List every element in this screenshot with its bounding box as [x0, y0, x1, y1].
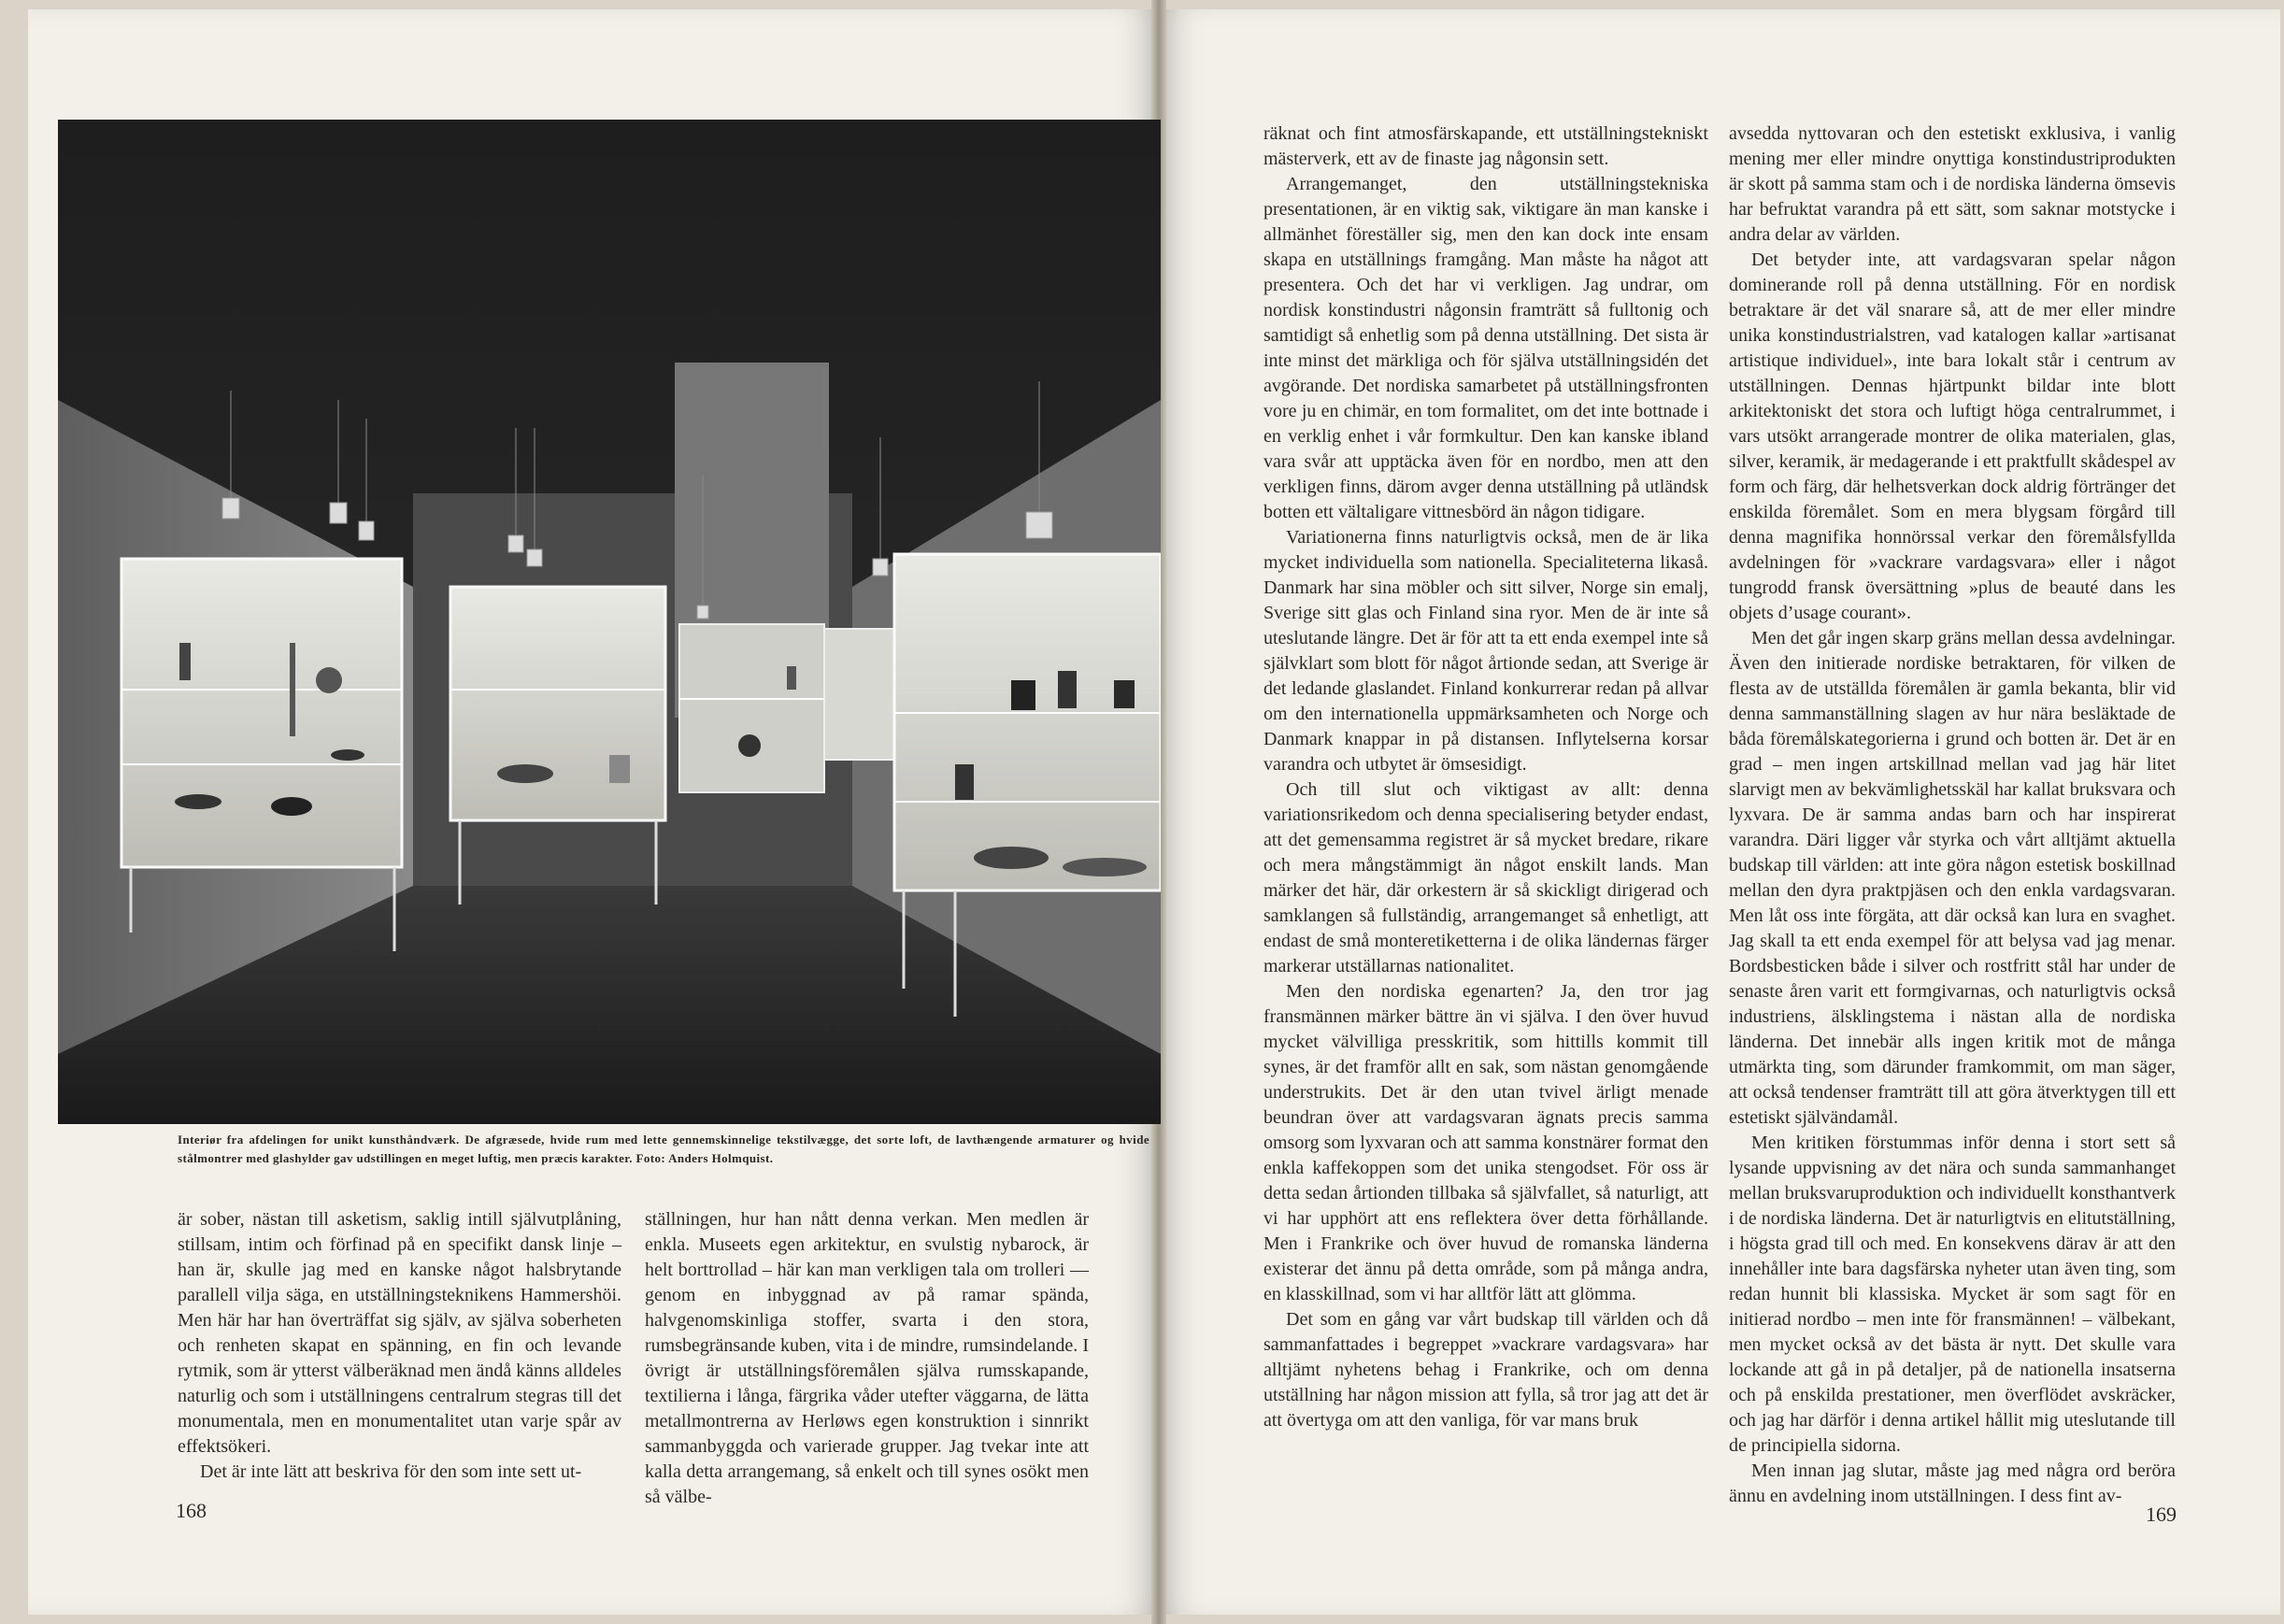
paragraph: Variationerna finns naturligtvis också, men de är lika mycket individuella som nationella. Specialiteterna likaså. Danmark har sina möbler och sitt silver, Norge sin emalj, Sverige sitt glas och Finland sina ryor. Men de är inte så uteslutande längre. Det är för att ta ett enda exempel inte så självklart som blott för något årtionde sedan, att Sverige är det ledande glaslandet. Finland konkurrerar redan på allvar om den internationella uppmärksamheten och Norge och Danmark knappar in på distansen. Inflytelserna korsar varandra och utbytet är ömsesidigt.	[1263, 527, 1708, 775]
paragraph: Och till slut och viktigast av allt: denna variationsrikedom och denna specialisering betyder endast, att det gemensamma registret är så mycket bredare, rikare och mera mångstämmigt än något enskilt lands. Man märker det här, där orkestern är så skickligt dirigerad och samklangen så fullständig, arrangemanget så enhetligt, att endast de små monteretiketterna i de olika ländernas färger markerar utställarnas nationalitet.	[1263, 779, 1708, 976]
paragraph: Det är inte lätt att beskriva för den som inte sett ut-	[200, 1461, 582, 1482]
paragraph: Men det går ingen skarp gräns mellan dessa avdelningar. Även den initierade nordiske betraktaren, för vilken de flesta av de utställda föremålen är gamla bekanta, blir vid denna sammanställning slagen av hur nära besläktade de båda föremålskategorierna i grund och botten är. Det är en grad – men ingen artskillnad mellan vad jag här litet slarvigt men av bekvämlighetsskäl har kallat bruksvara och lyxvara. De är samma andas barn och har inspirerat varandra. Däri ligger vår styrka och vårt alltjämt aktuella budskap till världen: att inte göra någon estetisk boskillnad mellan den dyra praktpjäsen och den enkla vardagsvaran. Men låt oss inte förgäta, att där också kan lura en svaghet. Jag skall ta ett enda exempel för att belysa vad jag menar. Bordsbesticken både i silver och rostfritt stål har under de senaste åren varit ett formgivarnas, och naturligtvis också industriens, älsklingstema i nästan alla de nordiska länderna. Det innebär alls ingen kritik mot de många utmärkta ting, som därunder framkommit, om man säger, att också tendenser framträtt till att göra ätverktygen till ett estetiskt självändamål.	[1729, 628, 2176, 1128]
left-column-2	[645, 1207, 1089, 1510]
paragraph: Men den nordiska egenarten? Ja, den tror jag fransmännen märker bättre än vi själva. I den över huvud mycket välvilliga presskritik, som hittills kommit till synes, är det framför allt en sak, som nästan genomgående understrukits. Det är den utan tvivel ärligt menade beundran över att vardagsvaran ägnats precis samma omsorg som lyxvaran och att samma konstnärer format den enkla kaffekoppen som det unika stengodset. För oss är detta sedan årtionden tillbaka så självfallet, så naturligt, att vi har upphört att ens reflektera över detta förhållande. Men i Frankrike och över huvud de romanska länderna existerar det ännu på detta område, som på många andra, en klasskillnad, som vi har alltför lätt att glömma.	[1263, 981, 1708, 1304]
photo-caption: Interiør fra afdelingen for unikt kunsthåndværk. De afgræsede, hvide rum med lette gennemskinnelige tekstilvægge, det sorte loft, de lavthængende armaturer og hvide stålmontrer med glashylder gav udstillingen en meget luftig, men præcis karakter. Foto: Anders Holmquist.	[178, 1133, 1149, 1165]
paragraph: ställningen, hur han nått denna verkan. Men medlen är enkla. Museets egen arkitektur, en svulstig nybarock, är helt borttrollad – här kan man verkligen tala om trolleri — genom en inbyggnad av på ramar spända, halvgenomskinliga stoffer, svarta i den stora, rumsbegränsande kuben, vita i de mindre, rumsindelande. I övrigt är utställningsföremålen själva rumsskapande, textilierna i långa, färgrika våder utefter väggarna, de lätta metallmontrerna av Herløws egen konstruktion i sinnrikt sammanbyggda och varierade grupper. Jag tvekar inte att kalla detta arrangemang, så enkelt och till synes osökt men så välbe-	[645, 1209, 1089, 1507]
paragraph: avsedda nyttovaran och den estetiskt exklusiva, i vanlig mening mer eller mindre onyttiga konstindustriprodukten är skott på samma stam och i de nordiska länderna ömsevis har befruktat varandra på ett sätt, som saknar motstycke i andra delar av världen.	[1729, 123, 2176, 245]
right-column-2	[1729, 121, 2176, 1509]
page-number-left: 168	[176, 1499, 207, 1522]
paragraph: räknat och fint atmosfärskapande, ett utställningstekniskt mästerverk, ett av de finaste jag någonsin sett.	[1263, 123, 1708, 169]
paragraph: Det betyder inte, att vardagsvaran spelar någon dominerande roll på denna utställning. För en nordisk betraktare är det väl snarare så, att de mer eller mindre unika konstindustrialstren, vad katalogen kallar »artisanat artistique individuel», inte bara lokalt står i centrum av utställningen. Dennas hjärtpunkt bildar inte blott arkitektoniskt det stora och luftigt höga centralrummet, i vars utsökt arrangerade montrer de olika materialen, glas, silver, keramik, är medagerande i ett praktfullt skådespel av form och färg, där helhetsverkan dock aldrig förtränger det enskilda föremålet. Som en mera blygsam förgård till denna magnifika honnörssal verkar den föremålsfyllda avdelningen för »vackrare vardagsvara» eller i något tungrodd fransk översättning »plus de beauté dans les objets d’usage courant».	[1729, 249, 2176, 623]
page-number-right: 169	[2146, 1503, 2177, 1526]
right-column-1	[1263, 121, 1708, 1433]
paragraph: är sober, nästan till asketism, saklig intill självutplåning, stillsam, intim och förfinad på en specifikt dansk linje – han är, skulle jag med en kanske något halsbrytande parallell vilja säga, en utställningsteknikens Hammershöi. Men här har han överträffat sig själv, av själva soberheten och renheten skapat en spänning, en fin och levande rytmik, som är ytterst välberäknad men ändå känns alldeles naturlig och som i utställningens centralrum stegras till det monumentala, men en monumentalitet utan varje spår av effektsökeri.	[178, 1209, 621, 1457]
left-column-1	[178, 1207, 621, 1485]
paragraph: Det som en gång var vårt budskap till världen och då sammanfattades i begreppet »vackrare vardagsvara» har alltjämt nyhetens behag i Frankrike, och om denna utställning har någon mission att fylla, så tror jag att det är att övertyga om att den vanliga, för var mans bruk	[1263, 1309, 1708, 1431]
paragraph: Men innan jag slutar, måste jag med några ord beröra ännu en avdelning inom utställningen. I dess fint av-	[1729, 1460, 2176, 1506]
paragraph: Men kritiken förstummas inför denna i stort sett så lysande uppvisning av det nära och sunda sammanhanget mellan bruksvaruproduktion och individuellt konsthantverk i de nordiska länderna. Det är naturligtvis en elitutställning, i högsta grad till och med. En konsekvens därav är att den innehåller inte bara dagsfärska nyheter utan även ting, som redan hunnit bli klassiska. Mycket är som sagt för en initierad nordbo – men inte för fransmännen! – välbekant, men mycket också av det bästa är nytt. Det skulle vara lockande att gå in på detaljer, på de nationella insatserna och på enskilda prestationer, men överflödet avskräcker, och jag har därför i denna artikel hållit mig uteslutande till de principiella sidorna.	[1729, 1133, 2176, 1456]
paragraph: Arrangemanget, den utställningstekniska presentationen, är en viktig sak, viktigare än man kanske i allmänhet föreställer sig, men den kan dock inte ensam skapa en utställnings framgång. Man måste ha något att presentera. Och det har vi verkligen. Jag undrar, om nordisk konstindustri någonsin framträtt så fulltonig och samtidigt så enhetlig som på denna utställning. Det sista är inte minst det märkliga och för själva utställningsidén det avgörande. Det nordiska samarbetet på utställningsfronten vore ju en chimär, en tom formalitet, om det inte bottnade i en verklig enhet i vår formkultur. Den kan kanske ibland vara svår att upptäcka även för en nordbo, men att den verkligen finns, därom avger denna utställning på utländsk botten ett vältaligare vittnesbörd än någon tidigare.	[1263, 174, 1708, 522]
exhibition-photo	[58, 120, 1161, 1124]
